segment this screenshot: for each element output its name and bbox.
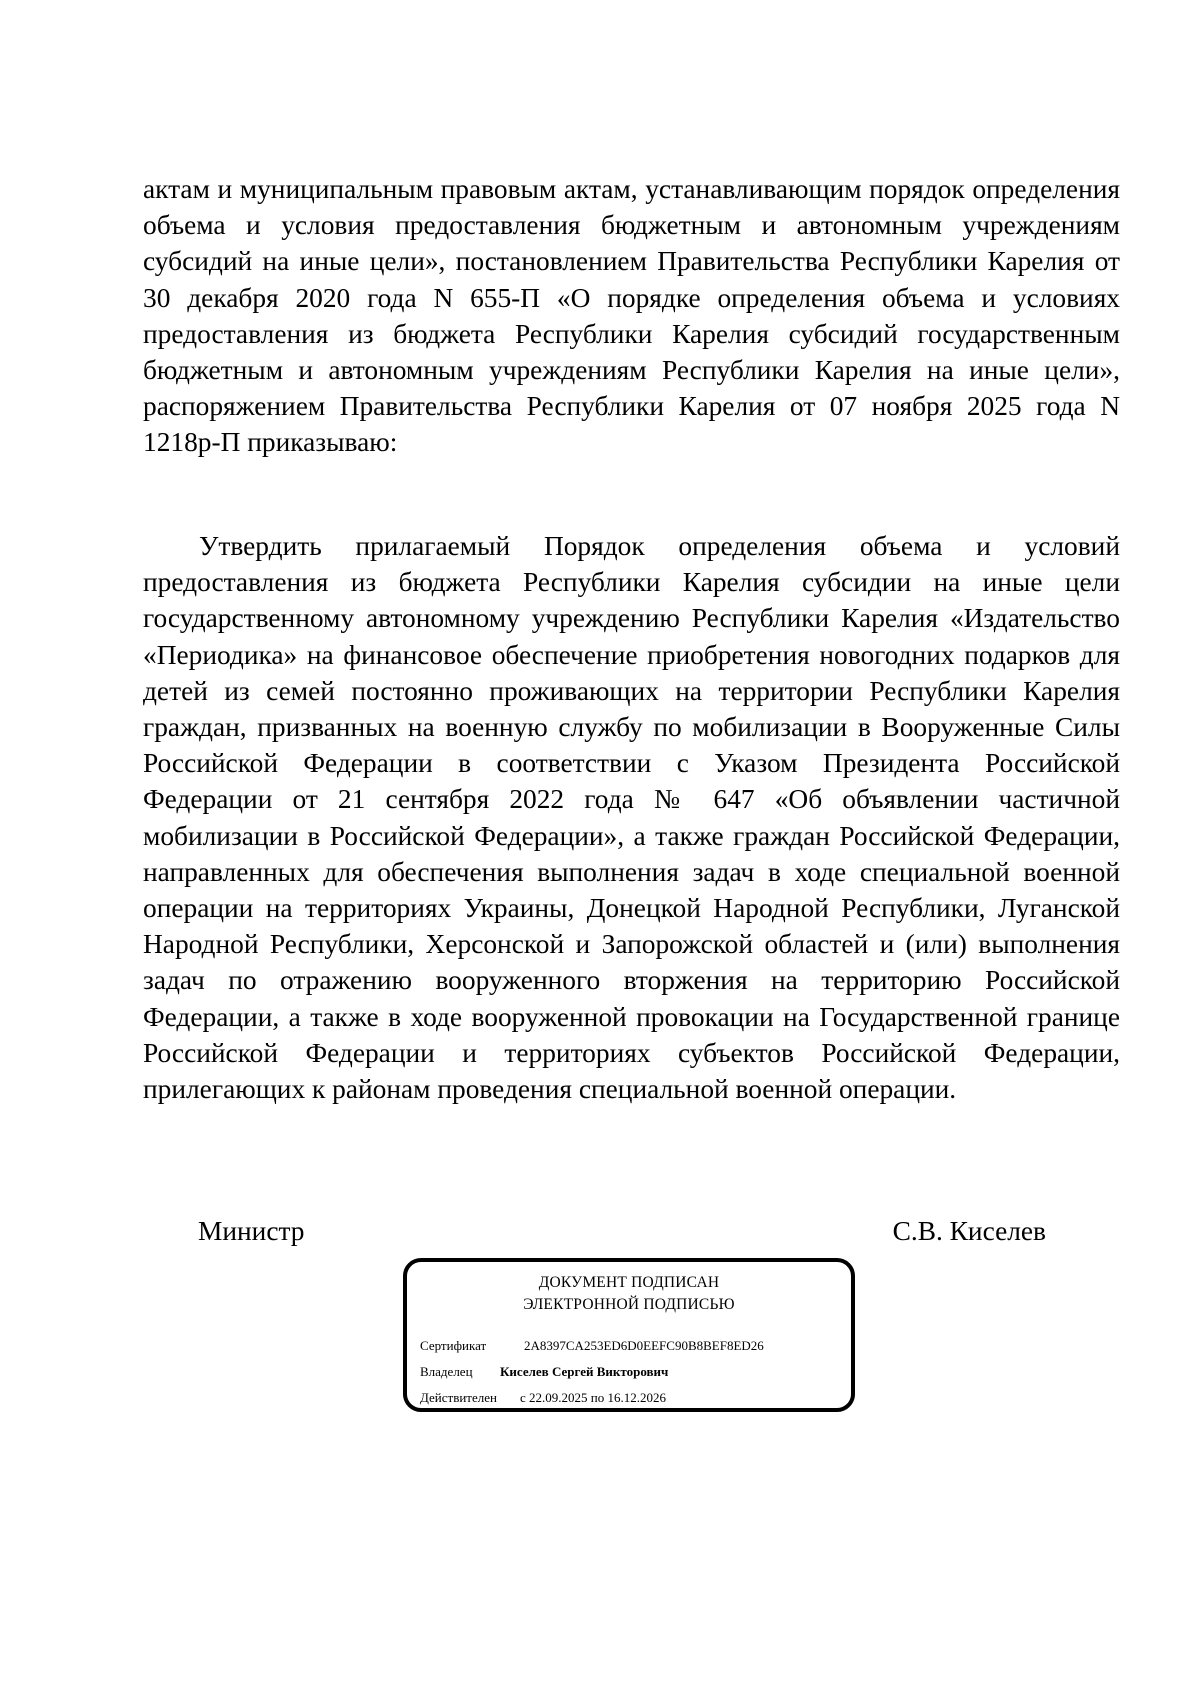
valid-to-date: 16.12.2026: [607, 1390, 666, 1405]
owner-label: Владелец: [420, 1364, 473, 1379]
certificate-value: 2A8397CA253ED6D0EEFC90B8BEF8ED26: [524, 1338, 764, 1353]
owner-value: Киселев Сергей Викторович: [500, 1364, 669, 1379]
body-paragraph: актам и муниципальным правовым актам, устанавливающим порядок определения объема и условия предоставления бюджетным и автономным учреждениям субсидий на иные цели», постановлением Правительства Республики Карелия от 30 декабря 2020 года N 655-П «О порядке определения объема и условиях предоставления из бюджета Республики Карелия субсидий государственным бюджетным и автономным учреждениям Республики Карелия на иные цели», распоряжением Правительства Республики Карелия от 07 ноября 2025 года N 1218р-П приказываю:: [143, 174, 1120, 458]
order-paragraph: Утвердить прилагаемый Порядок определения объема и условий предоставления из бюджета Республики Карелия субсидии на иные цели государственному автономному учреждению Республики Карелия «Издательство «Периодика» на финансовое обеспечение приобретения новогодних подарков для детей из семей постоянно проживающих на территории Республики Карелия граждан, призванных на военную службу по мобилизации в Вооруженные Силы Российской Федерации в соответствии с Указом Президента Российской Федерации от 21 сентября 2022 года № 647 «Об объявлении частичной мобилизации в Российской Федерации», а также граждан Российской Федерации, направленных для обеспечения выполнения задач в ходе специальной военной операции на территориях Украины, Донецкой Народной Республики, Луганской Народной Республики, Херсонской и Запорожской областей и (или) выполнения задач по отражению вооруженного вторжения на территорию Российской Федерации, а также в ходе вооруженной провокации на Государственной границе Российской Федерации и территориях субъектов Российской Федерации, прилегающих к районам проведения специальной военной операции.: [143, 531, 1120, 1105]
signatory-title: Министр: [198, 1216, 305, 1246]
stamp-certificate-row: [420, 1337, 764, 1355]
stamp-validity-row: [420, 1389, 666, 1407]
stamp-owner-row: [420, 1363, 668, 1381]
valid-from-date: 22.09.2025: [529, 1390, 588, 1405]
stamp-heading-line2: ЭЛЕКТРОННОЙ ПОДПИСЬЮ: [523, 1296, 735, 1313]
stamp-heading-line1: ДОКУМЕНТ ПОДПИСАН: [538, 1274, 720, 1291]
signatory-name: С.В. Киселев: [892, 1216, 1046, 1246]
electronic-signature-stamp: [403, 1258, 855, 1412]
certificate-label: Сертификат: [420, 1338, 487, 1353]
valid-to-prefix: по: [590, 1390, 605, 1405]
validity-label: Действителен: [420, 1390, 497, 1405]
valid-from-prefix: с: [520, 1390, 526, 1405]
